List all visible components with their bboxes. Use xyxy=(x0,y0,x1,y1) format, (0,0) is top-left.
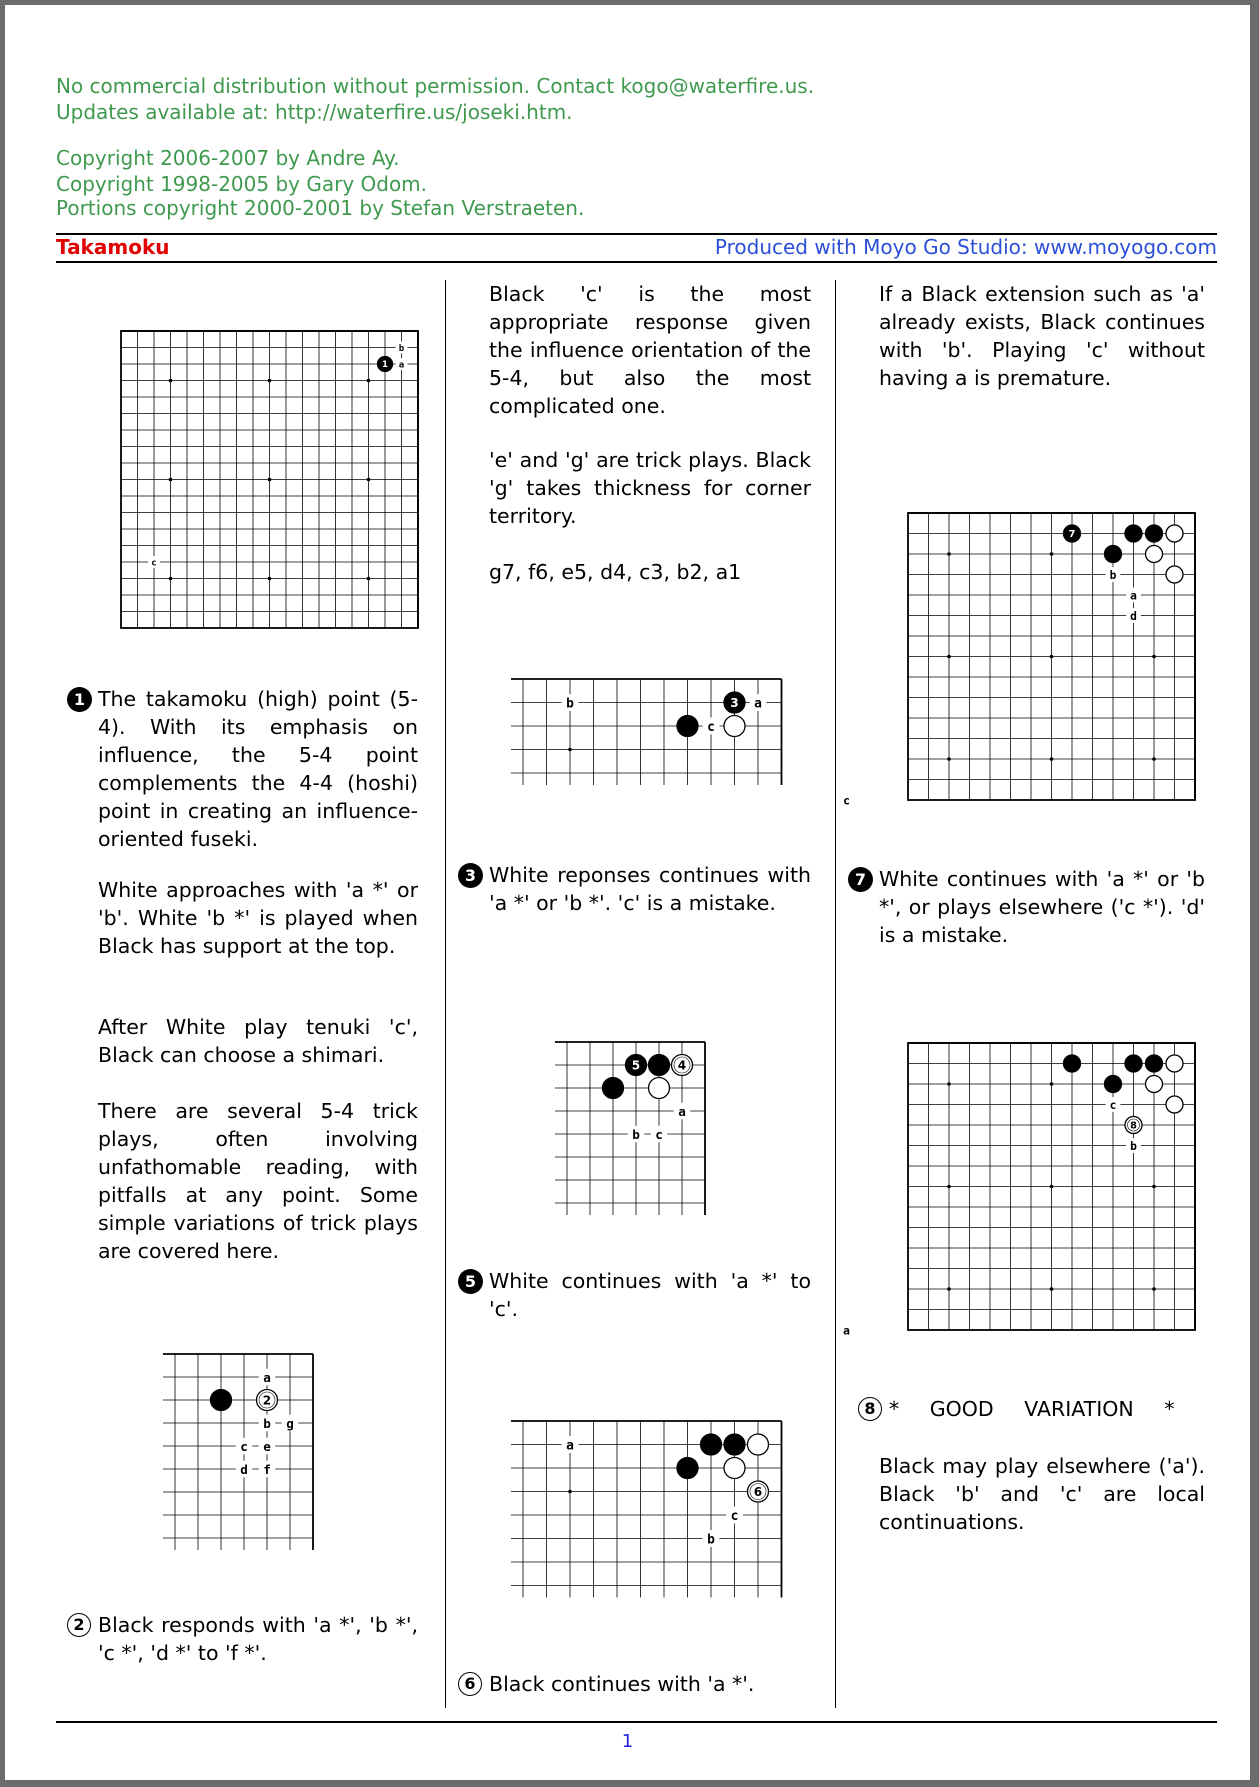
caption-6 xyxy=(464,1670,811,1698)
hoshi-point xyxy=(169,577,173,581)
move-number-badge: 6 xyxy=(458,1672,482,1696)
caption-text: Black continues with 'a *'. xyxy=(489,1672,755,1696)
hoshi-point xyxy=(1050,552,1054,556)
white-stone xyxy=(724,1458,745,1479)
black-stone xyxy=(649,1055,670,1076)
point-label: c xyxy=(655,1127,663,1143)
hoshi-point xyxy=(367,478,371,482)
hoshi-point xyxy=(1050,1082,1054,1086)
stone-move-number: 2 xyxy=(262,1393,272,1408)
black-stone xyxy=(1105,546,1122,563)
point-label: a xyxy=(1130,589,1137,603)
go-board xyxy=(843,501,1207,812)
paragraph: There are several 5-4 trick plays, often involving unfathomable reading, with pitfalls at any point. Some simple variations of trick plays are covered here. xyxy=(98,1099,418,1263)
white-stone xyxy=(1166,566,1183,583)
hoshi-point xyxy=(268,478,272,482)
move-number-badge: 8 xyxy=(858,1397,882,1421)
move-number-badge: 5 xyxy=(458,1269,483,1294)
produced-with-link[interactable]: Produced with Moyo Go Studio: www.moyogo.com xyxy=(714,235,1217,259)
black-stone xyxy=(1105,1076,1122,1093)
point-label: b xyxy=(398,344,405,355)
hoshi-point xyxy=(1050,757,1054,761)
point-label: g xyxy=(286,1416,294,1432)
go-diagram-1 xyxy=(109,319,430,644)
black-stone xyxy=(1125,1055,1142,1072)
hoshi-point xyxy=(268,379,272,383)
paragraph: Black may play elsewhere ('a'). Black 'b' and 'c' are local continuations. xyxy=(879,1454,1205,1534)
point-label: f xyxy=(263,1462,271,1478)
hoshi-point xyxy=(947,1287,951,1291)
point-label: a xyxy=(398,360,405,371)
caption-text: White continues with 'a *' or 'b *', or plays elsewhere ('c *'). 'd' is a mistake. xyxy=(879,867,1205,947)
hoshi-point xyxy=(1152,757,1156,761)
black-stone xyxy=(211,1390,232,1411)
hoshi-point xyxy=(169,478,173,482)
white-stone xyxy=(1146,546,1163,563)
hoshi-point xyxy=(947,1185,951,1189)
black-stone xyxy=(1064,1055,1081,1072)
hoshi-point xyxy=(268,577,272,581)
hoshi-point xyxy=(1050,1185,1054,1189)
header-line: Copyright 2006-2007 by Andre Ay. xyxy=(56,146,400,170)
hoshi-point xyxy=(947,655,951,659)
caption-1 xyxy=(73,685,418,853)
move-number-badge: 3 xyxy=(458,863,483,888)
black-stone xyxy=(724,1434,745,1455)
point-label: c xyxy=(1109,1099,1117,1113)
point-label: a xyxy=(843,1324,850,1338)
caption-text: The takamoku (high) point (5-4). With its emphasis on influence, the 5-4 point complements the 4-4 (hoshi) point in creating an influence-oriented fuseki. xyxy=(98,687,418,851)
header-line: Copyright 1998-2005 by Gary Odom. xyxy=(56,172,428,196)
column-divider xyxy=(835,280,836,1708)
move-number-badge: 1 xyxy=(67,687,92,712)
hoshi-point xyxy=(1152,1185,1156,1189)
black-stone xyxy=(603,1078,624,1099)
paragraph: After White play tenuki 'c', Black can choose a shimari. xyxy=(98,1015,418,1067)
header-line: Portions copyright 2000-2001 by Stefan Verstraeten. xyxy=(56,196,585,220)
hoshi-point xyxy=(1050,1287,1054,1291)
stone-move-number: 4 xyxy=(677,1058,687,1073)
go-diagram-3 xyxy=(511,667,794,789)
hoshi-point xyxy=(568,1490,572,1494)
caption-text: Black responds with 'a *', 'b *', 'c *', 'd *' to 'f *'. xyxy=(98,1613,418,1665)
hoshi-point xyxy=(947,552,951,556)
paragraph: Black 'c' is the most appropriate response given the influence orientation of the 5-4, but also the most complicated one. xyxy=(489,282,811,418)
move-number-badge: 7 xyxy=(848,867,873,892)
stone-move-number: 6 xyxy=(753,1484,763,1499)
hoshi-point xyxy=(367,379,371,383)
point-label: b xyxy=(263,1416,271,1432)
hoshi-point xyxy=(1152,655,1156,659)
move-list: g7, f6, e5, d4, c3, b2, a1 xyxy=(489,560,742,584)
point-label: b xyxy=(1109,569,1117,583)
point-label: c xyxy=(240,1439,248,1455)
go-diagram-5 xyxy=(555,1030,717,1219)
caption-8 xyxy=(864,1395,1205,1423)
header-line: No commercial distribution without permission. Contact kogo@waterfire.us. xyxy=(56,74,815,98)
point-label: a xyxy=(566,1438,574,1454)
point-label: a xyxy=(678,1104,686,1120)
page-title: Takamoku xyxy=(56,235,170,259)
stone-move-number: 8 xyxy=(1130,1120,1137,1132)
go-board xyxy=(511,667,794,785)
point-label: d xyxy=(1130,610,1137,624)
document-page xyxy=(5,5,1250,1780)
hoshi-point xyxy=(1050,655,1054,659)
go-diagram-8 xyxy=(843,1031,1207,1346)
caption-text: * GOOD VARIATION * xyxy=(889,1397,1175,1421)
paragraph: 'e' and 'g' are trick plays. Black 'g' takes thickness for corner territory. xyxy=(489,448,811,528)
point-label: c xyxy=(151,558,157,569)
white-stone xyxy=(724,716,745,737)
point-label: c xyxy=(730,1509,739,1525)
go-diagram-2 xyxy=(163,1342,325,1554)
point-label: a xyxy=(754,696,762,712)
move-number-badge: 2 xyxy=(67,1613,91,1637)
go-board xyxy=(555,1030,717,1215)
caption-7 xyxy=(854,865,1205,949)
caption-text: White continues with 'a *' to 'c'. xyxy=(489,1269,811,1321)
stone-move-number: 3 xyxy=(730,695,739,710)
hoshi-point xyxy=(568,748,572,752)
black-stone xyxy=(677,716,698,737)
point-label: e xyxy=(263,1439,271,1455)
stone-move-number: 5 xyxy=(631,1058,641,1073)
go-diagram-7 xyxy=(843,501,1207,816)
go-diagram-6 xyxy=(511,1409,794,1602)
black-stone xyxy=(1125,525,1142,542)
hoshi-point xyxy=(947,1082,951,1086)
go-board xyxy=(843,1031,1207,1342)
black-stone xyxy=(1146,1055,1163,1072)
black-stone xyxy=(701,1434,722,1455)
hoshi-point xyxy=(169,379,173,383)
point-label: b xyxy=(1130,1140,1137,1154)
header-line: Updates available at: http://waterfire.us/joseki.htm. xyxy=(56,100,573,124)
hoshi-point xyxy=(947,757,951,761)
stone-move-number: 7 xyxy=(1068,529,1076,541)
column-divider xyxy=(445,280,446,1708)
point-label: b xyxy=(707,1532,715,1548)
caption-2 xyxy=(73,1611,418,1667)
white-stone xyxy=(748,1434,769,1455)
hoshi-point xyxy=(367,577,371,581)
hoshi-point xyxy=(1152,1287,1156,1291)
stone-move-number: 1 xyxy=(382,360,388,371)
black-stone xyxy=(677,1458,698,1479)
white-stone xyxy=(1166,1055,1183,1072)
go-board xyxy=(109,319,430,640)
white-stone xyxy=(1166,525,1183,542)
point-label: b xyxy=(632,1127,640,1143)
point-label: c xyxy=(843,794,850,808)
point-label: b xyxy=(566,696,574,712)
caption-text: White reponses continues with 'a *' or 'b *'. 'c' is a mistake. xyxy=(489,863,811,915)
point-label: a xyxy=(263,1370,271,1386)
go-board xyxy=(511,1409,794,1598)
point-label: c xyxy=(707,720,715,736)
title-rule xyxy=(56,261,1217,263)
white-stone xyxy=(1146,1076,1163,1093)
paragraph: If a Black extension such as 'a' already exists, Black continues with 'b'. Playing 'c' without having a is premature. xyxy=(879,282,1205,390)
white-stone xyxy=(649,1078,670,1099)
black-stone xyxy=(1146,525,1163,542)
point-label: d xyxy=(240,1462,248,1478)
go-board xyxy=(163,1342,325,1550)
page-number: 1 xyxy=(621,1731,634,1752)
caption-5 xyxy=(464,1267,811,1323)
paragraph: White approaches with 'a *' or 'b'. White 'b *' is played when Black has support at the top. xyxy=(98,878,418,958)
caption-3 xyxy=(464,861,811,917)
footer-rule xyxy=(56,1721,1217,1723)
white-stone xyxy=(1166,1096,1183,1113)
